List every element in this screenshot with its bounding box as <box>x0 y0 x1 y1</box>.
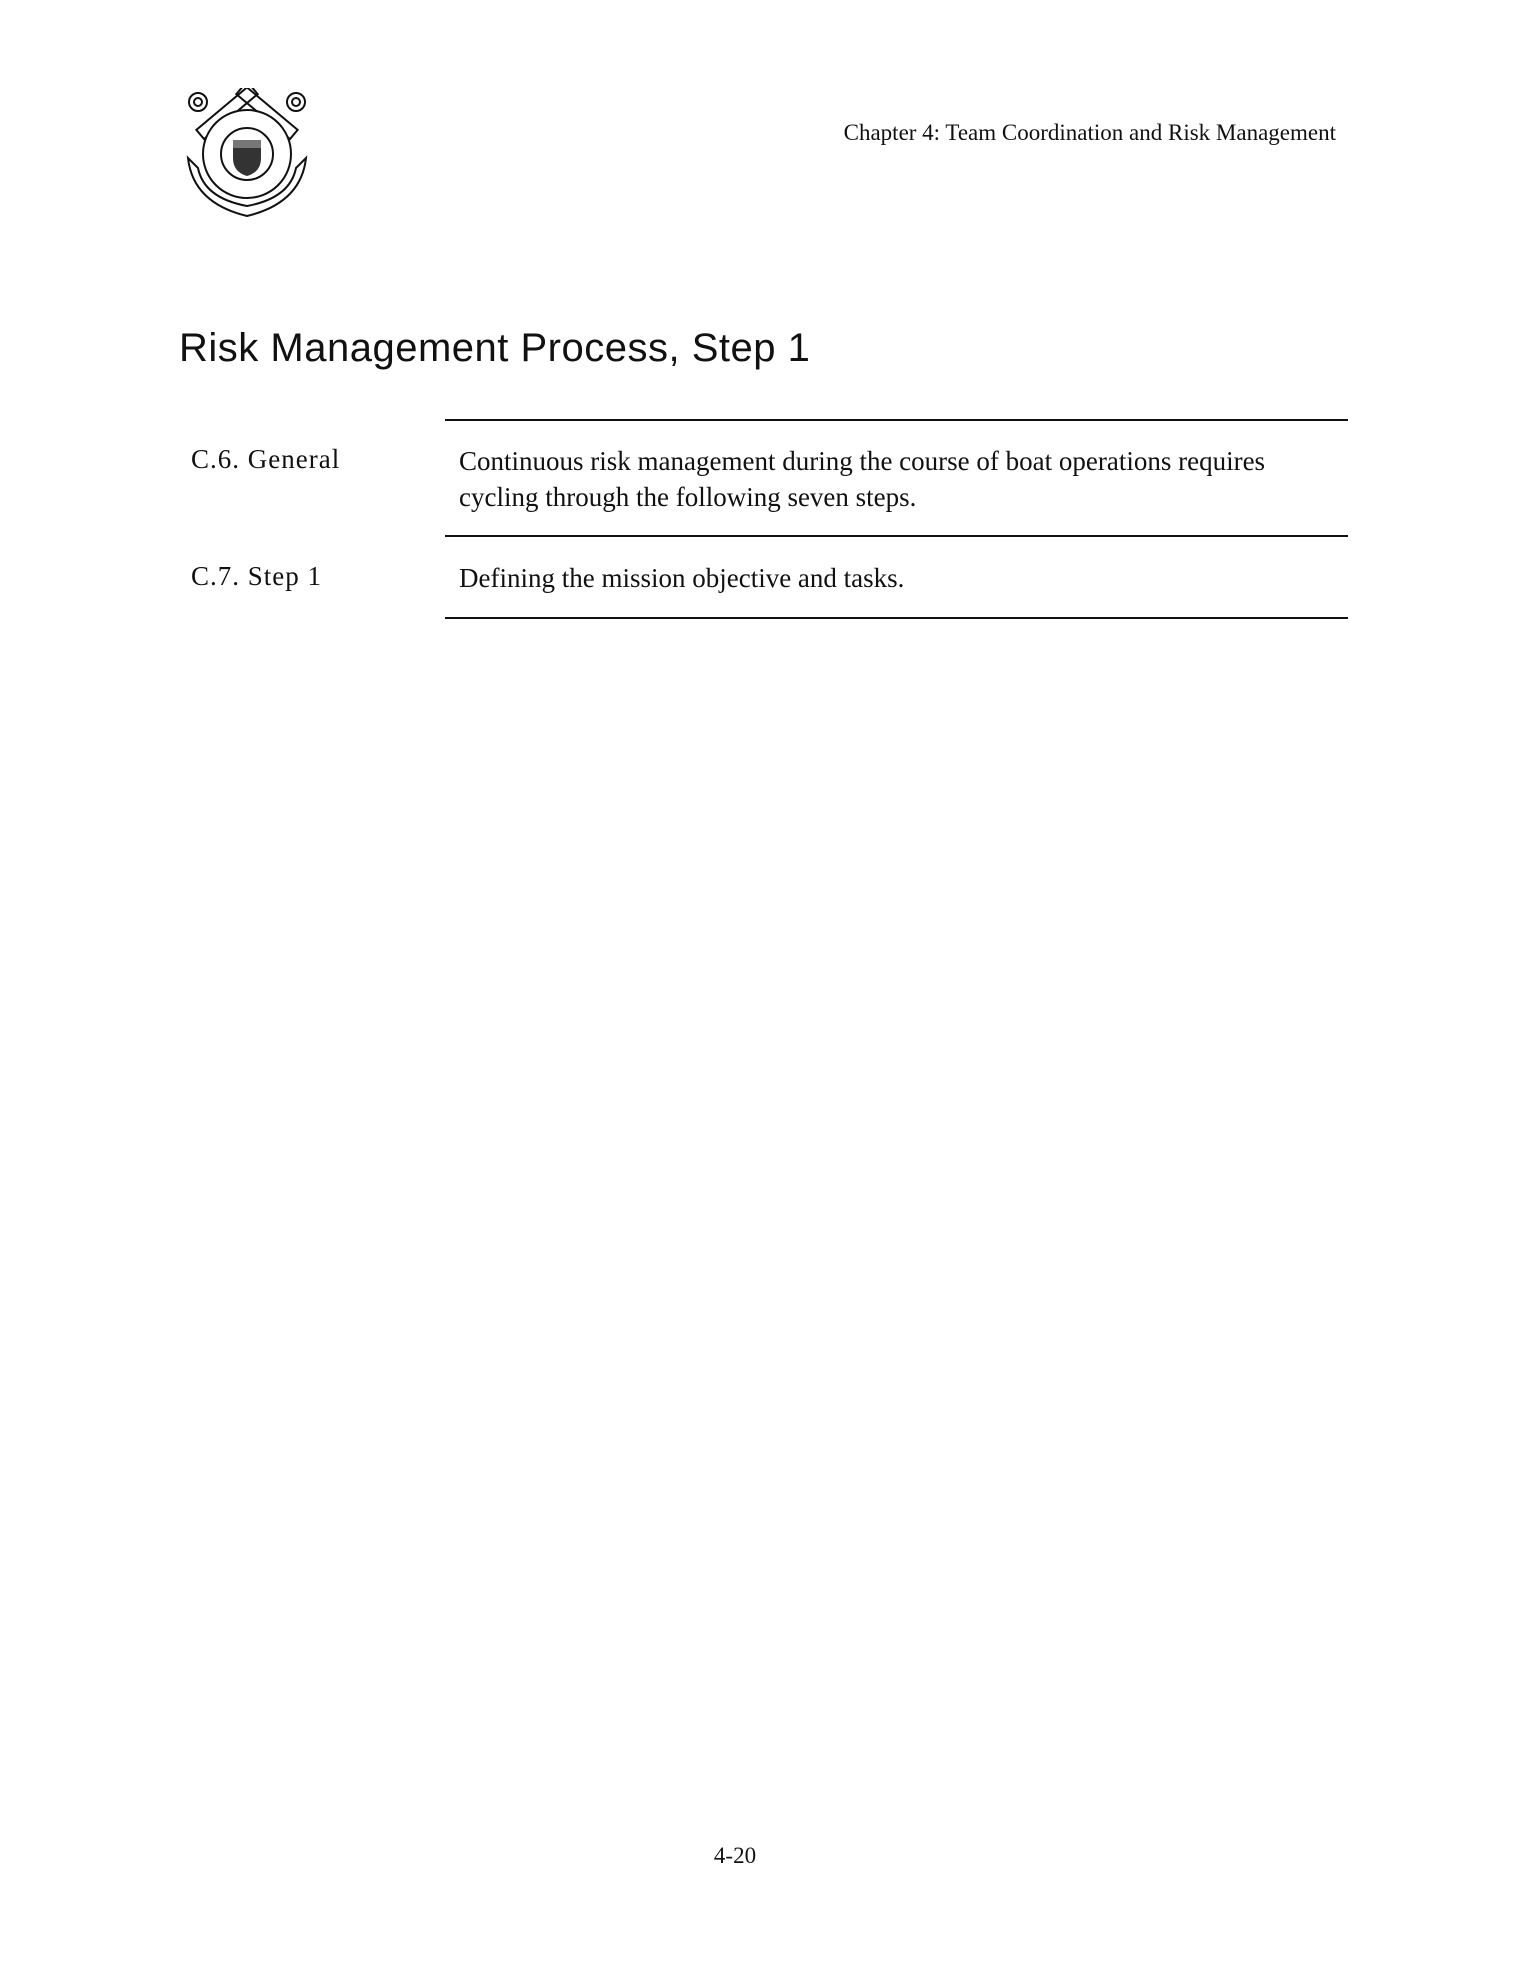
divider <box>445 617 1348 619</box>
chapter-header: Chapter 4: Team Coordination and Risk Management <box>843 120 1336 145</box>
coast-guard-seal-logo <box>178 88 316 222</box>
section-text: Defining the mission objective and tasks. <box>459 563 905 593</box>
section-label: C.6. General <box>191 444 341 474</box>
section-text: Continuous risk management during the course of boat operations requires cycling through the following seven steps. <box>459 446 1266 512</box>
divider <box>445 419 1348 421</box>
section-label: C.7. Step 1 <box>191 561 323 591</box>
page-number: 4-20 <box>713 1843 757 1868</box>
divider <box>445 535 1348 537</box>
section-title: Risk Management Process, Step 1 <box>179 326 811 370</box>
